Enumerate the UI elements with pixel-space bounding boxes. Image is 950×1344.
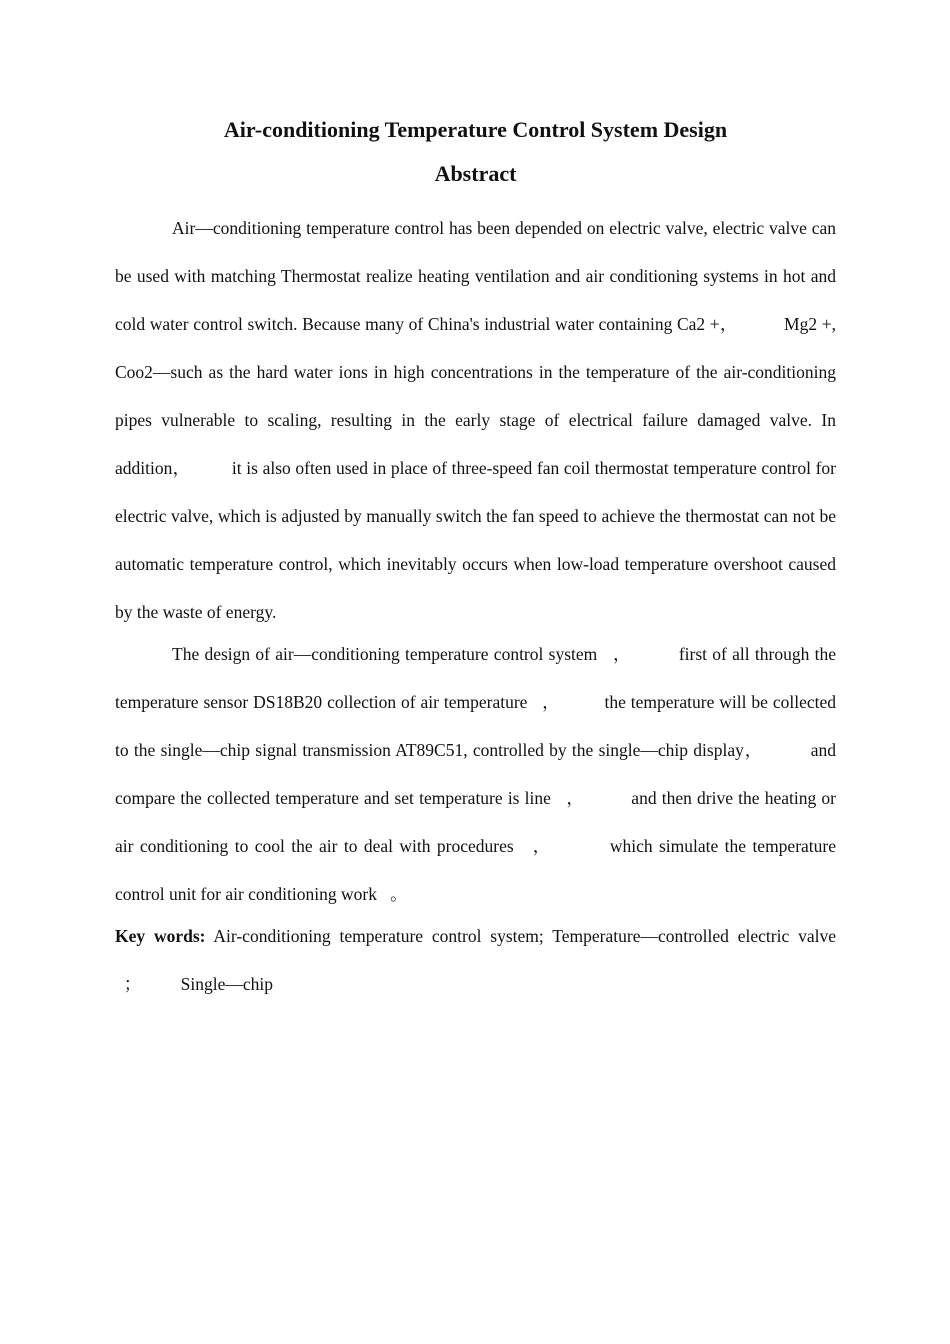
keywords-line <box>115 912 836 1008</box>
keywords-text: Air-conditioning temperature control system; Temperature—controlled electric valve ； Single—chip <box>115 926 836 994</box>
abstract-heading: Abstract <box>434 161 517 186</box>
abstract-paragraph-1: Air—conditioning temperature control has been depended on electric valve, electric valve can be used with matching Thermostat realize heating ventilation and air conditioning systems in hot and cold water control switch. Because many of China's industrial water containing Ca2 +， Mg2 +, Coo2—such as the hard water ions in high concentrations in the temperature of the air-conditioning pipes vulnerable to scaling, resulting in the early stage of electrical failure damaged valve. In addition， it is also often used in place of three-speed fan coil thermostat temperature control for electric valve, which is adjusted by manually switch the fan speed to achieve the thermostat can not be automatic temperature control, which inevitably occurs when low-load temperature overshoot caused by the waste of energy. <box>115 218 836 622</box>
paper-title: Air-conditioning Temperature Control System Design <box>223 117 728 142</box>
paper-page <box>115 108 836 1008</box>
keywords-label: Key words: <box>115 926 206 946</box>
abstract-paragraph-2: The design of air—conditioning temperature control system ， first of all through the temperature sensor DS18B20 collection of air temperature ， the temperature will be collected to the single—chip signal transmission AT89C51, controlled by the single—chip display， and compare the collected temperature and set temperature is line ， and then drive the heating or air conditioning to cool the air to deal with procedures ， which simulate the temperature control unit for air conditioning work 。 <box>115 644 836 904</box>
